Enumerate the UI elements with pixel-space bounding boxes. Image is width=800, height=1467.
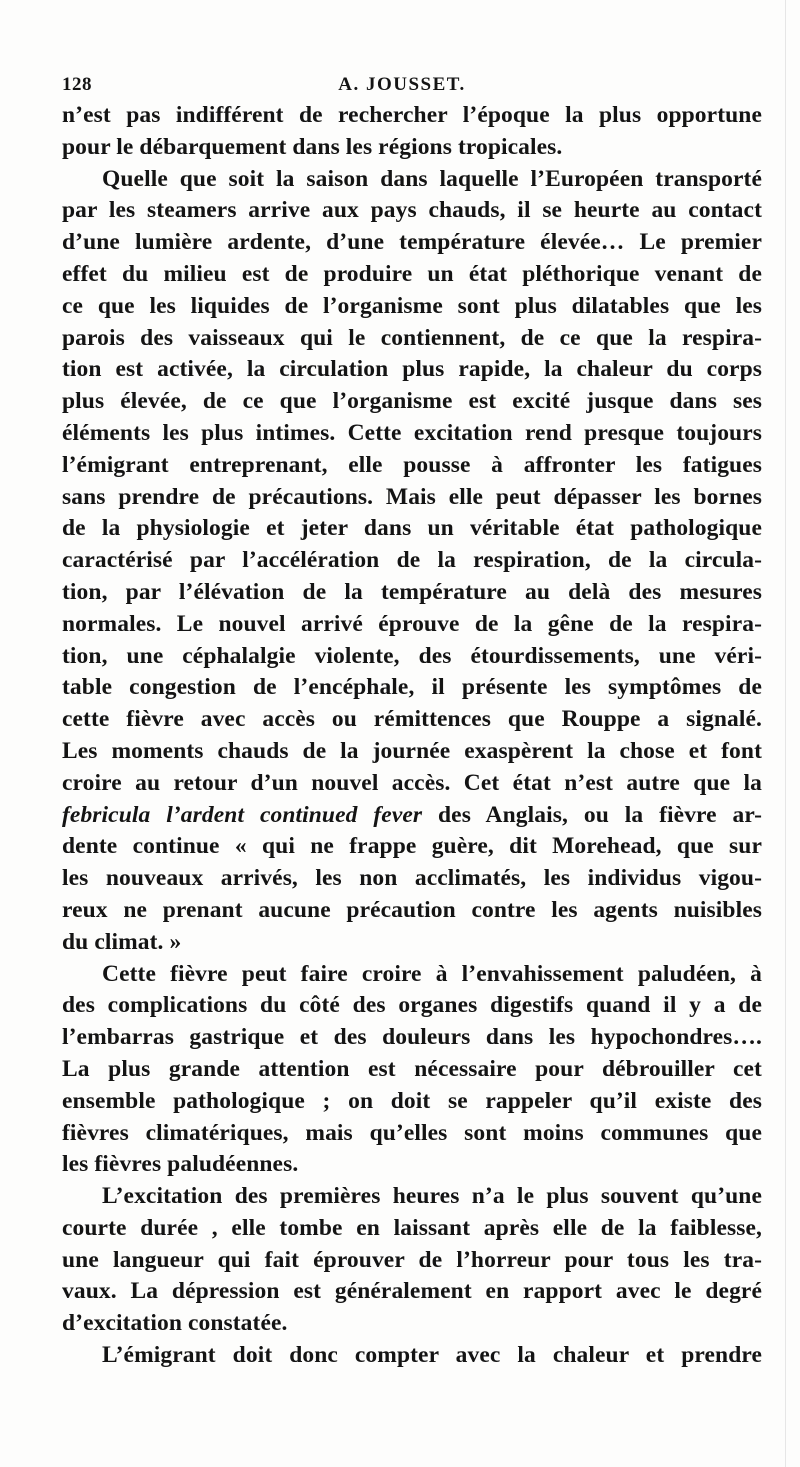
text-line-remainder: des Anglais, ou la fièvre ar- [438,801,762,828]
text-line-with-italic [62,800,762,832]
text-line: l’embarras gastrique et des douleurs dans les hypochondres…. [62,1024,762,1051]
text-line: dente continue « qui ne frappe guère, dit Morehead, que sur [62,833,762,860]
text-line: Les moments chauds de la journée exaspèrent la chose et font [62,737,762,764]
text-line: tion est activée, la circulation plus rapide, la chaleur du corps [62,356,762,383]
text-line: table congestion de l’encéphale, il présente les symptômes de [62,674,762,701]
text-line: éléments les plus intimes. Cette excitation rend presque toujours [62,419,762,446]
text-line: ensemble pathologique ; on doit se rappeler qu’il existe des [62,1087,762,1114]
page-number: 128 [62,74,92,95]
text-line: n’est pas indifférent de rechercher l’époque la plus opportune [62,102,762,128]
text-line: tion, par l’élévation de la température au delà des mesures [62,578,762,605]
running-head-author: A. JOUSSET. [338,74,466,95]
text-line: L’émigrant doit donc compter avec la chaleur et prendre [102,1342,762,1369]
body-text [62,100,762,1372]
text-line: courte durée , elle tombe en laissant après elle de la faiblesse, [62,1214,762,1241]
text-line: ce que les liquides de l’organisme sont plus dilatables que les [62,292,762,319]
text-line: effet du milieu est de produire un état pléthorique venant de [62,260,762,287]
text-line: pour le débarquement dans les régions tropicales. [62,133,563,160]
text-line: d’excitation constatée. [62,1310,288,1337]
text-line: d’une lumière ardente, d’une température élevée… Le premier [62,229,762,256]
text-line: parois des vaisseaux qui le contiennent, de ce que la respira- [62,324,762,351]
italic-phrase: febricula l’ardent continued fever [62,801,423,828]
text-line: La plus grande attention est nécessaire pour débrouiller cet [62,1055,762,1082]
text-line: croire au retour d’un nouvel accès. Cet état n’est autre que la [62,769,762,796]
text-line: les fièvres paludéennes. [62,1151,299,1178]
text-line: cette fièvre avec accès ou rémittences que Rouppe a signalé. [62,706,762,733]
page-edge-divider [785,0,786,1467]
text-line: L’excitation des premières heures n’a le plus souvent qu’une [102,1183,762,1210]
text-line: reux ne prenant aucune précaution contre les agents nuisibles [62,896,762,923]
text-line: caractérisé par l’accélération de la respiration, de la circula- [62,547,762,574]
text-line: l’émigrant entreprenant, elle pousse à affronter les fatigues [62,451,762,478]
text-line: les nouveaux arrivés, les non acclimatés, les individus vigou- [62,865,762,892]
text-line: normales. Le nouvel arrivé éprouve de la gêne de la respira- [62,610,762,637]
text-line: du climat. » [62,928,182,955]
text-line: Cette fièvre peut faire croire à l’envahissement paludéen, à [102,960,762,987]
text-line: une langueur qui fait éprouver de l’horreur pour tous les tra- [62,1246,762,1273]
text-line: de la physiologie et jeter dans un véritable état pathologique [62,515,762,542]
text-line: Quelle que soit la saison dans laquelle l’Européen transporté [102,165,762,192]
text-line: sans prendre de précautions. Mais elle peut dépasser les bornes [62,483,762,510]
text-line: des complications du côté des organes digestifs quand il y a de [62,992,762,1019]
text-line: vaux. La dépression est généralement en rapport avec le degré [62,1278,762,1305]
running-head [62,74,742,100]
text-line: tion, une céphalalgie violente, des étourdissements, une véri- [62,642,762,669]
text-line: plus élevée, de ce que l’organisme est excité jusque dans ses [62,388,762,415]
text-line: par les steamers arrive aux pays chauds, il se heurte au contact [62,197,762,224]
text-line: fièvres climatériques, mais qu’elles sont moins communes que [62,1119,762,1146]
